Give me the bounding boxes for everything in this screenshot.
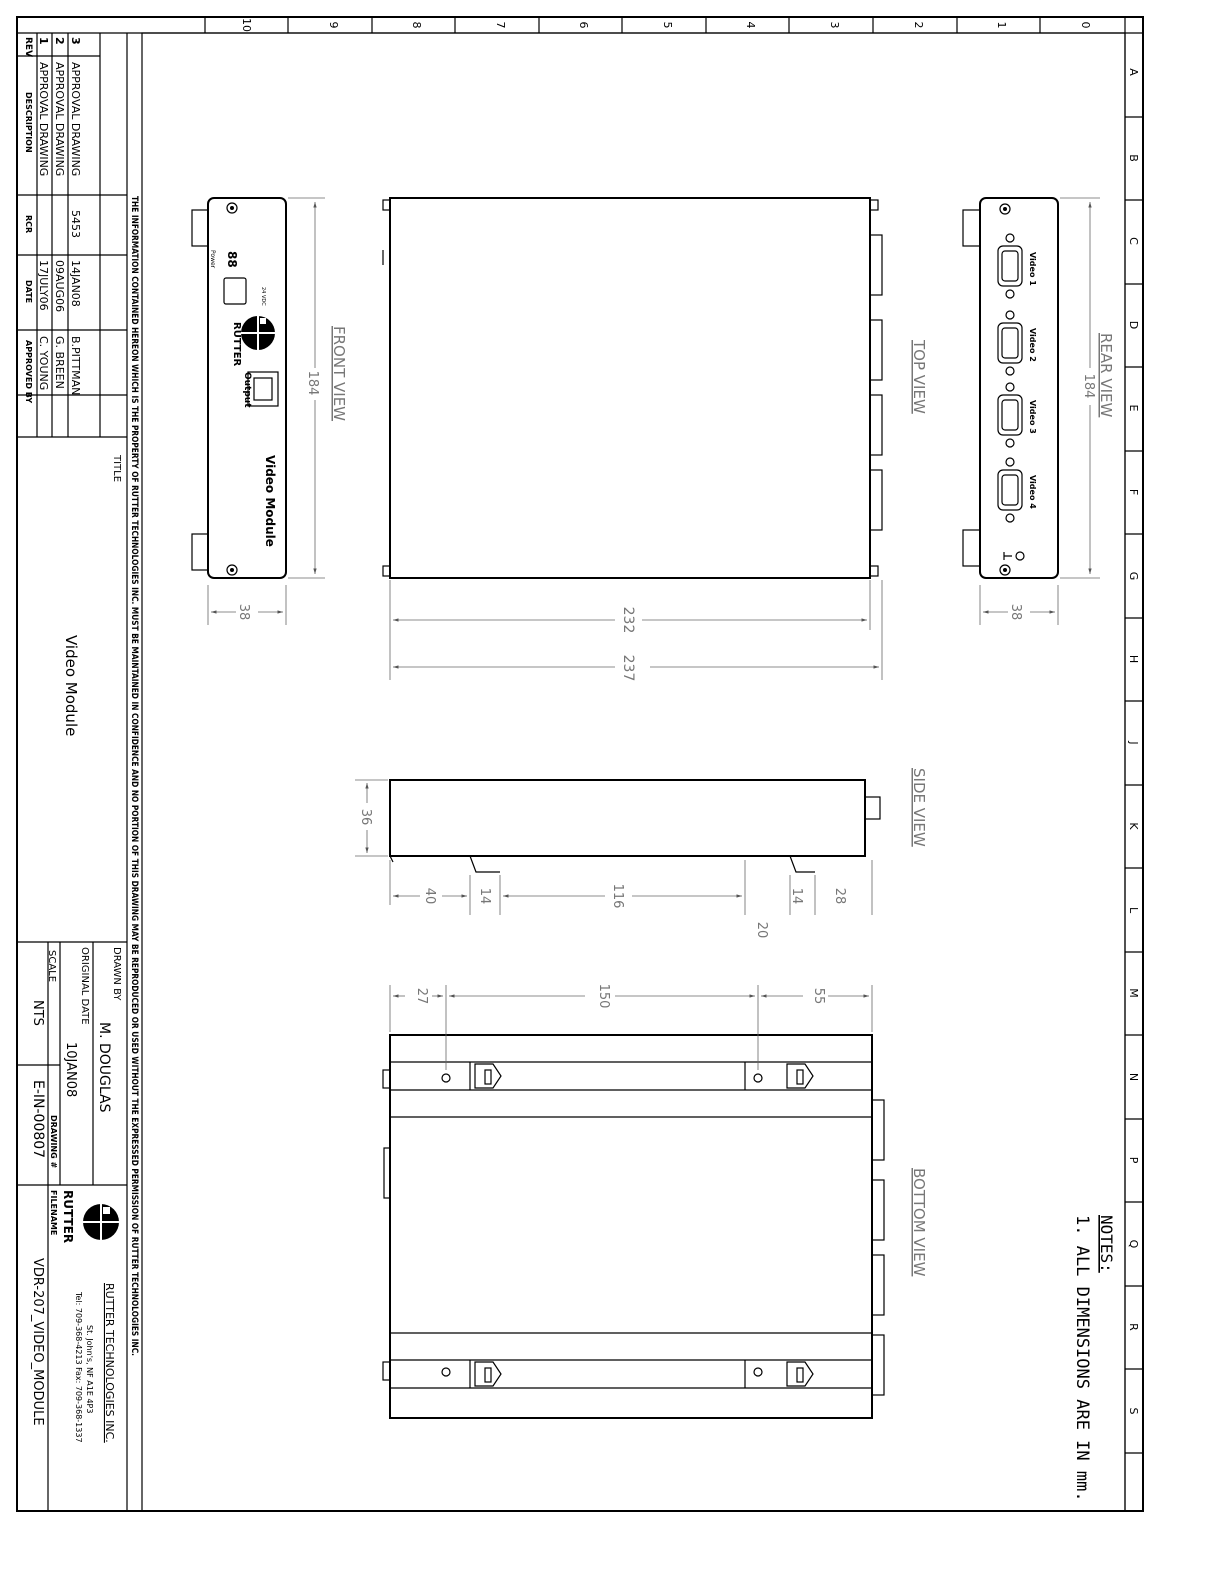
front-view-label: FRONT VIEW <box>330 326 348 422</box>
vga-port-icon <box>998 458 1022 522</box>
mount-hole-icon <box>754 1368 762 1376</box>
zone-letter: S <box>1127 1407 1140 1415</box>
dim-top-inner: 232 <box>620 606 636 634</box>
scale-value: NTS <box>30 1000 45 1026</box>
rev-approved: C. YOUNG <box>37 336 50 391</box>
rev-number: 1 <box>37 37 50 45</box>
title-brand: RUTTER <box>61 1190 75 1244</box>
zone-letter: J <box>1127 741 1140 745</box>
zone-number: 4 <box>744 21 757 29</box>
side-view-label: SIDE VIEW <box>910 768 928 847</box>
zone-letter: E <box>1127 404 1140 412</box>
dim-side-segment: 14 <box>789 887 804 905</box>
outer-border <box>17 17 1143 1529</box>
original-date-value: 10JAN08 <box>63 1042 78 1098</box>
port-label: Video 4 <box>1028 475 1037 509</box>
dim-bottom-segment: 55 <box>811 987 826 1005</box>
zone-number: 2 <box>912 21 925 29</box>
zone-letter: R <box>1127 1323 1140 1331</box>
rev-number: 3 <box>69 37 82 45</box>
bottom-view-label: BOTTOM VIEW <box>910 1168 928 1277</box>
front-view <box>192 198 348 625</box>
zone-letter: P <box>1127 1156 1140 1164</box>
original-date-label: ORIGINAL DATE <box>79 947 90 1025</box>
notes <box>1072 1215 1116 1502</box>
rev-description: APPROVAL DRAWING <box>53 62 66 177</box>
mount-hole-icon <box>442 1368 450 1376</box>
bottom-view <box>383 984 928 1418</box>
date-header: DATE <box>24 280 33 304</box>
zone-letter: K <box>1127 822 1140 830</box>
title-label: TITLE <box>111 455 122 483</box>
zone-number: 3 <box>828 21 841 29</box>
zone-number: 0 <box>1079 21 1092 29</box>
zone-number: 6 <box>577 21 590 29</box>
rear-view <box>963 198 1115 625</box>
power-label: Power <box>209 250 216 269</box>
company-phone: Tel: 709-368-4213 Fax: 709-368-1337 <box>74 1292 83 1443</box>
zone-letter: D <box>1127 320 1140 330</box>
rev-approved: B.PITTMAN <box>69 336 82 396</box>
zone-letter: F <box>1127 488 1140 496</box>
port-label: Video 3 <box>1028 400 1037 434</box>
zone-letter: M <box>1127 988 1140 998</box>
rear-view-label: REAR VIEW <box>1097 333 1115 418</box>
rutter-logo-icon <box>83 1204 119 1240</box>
drawn-by-value: M. DOUGLAS <box>96 1022 112 1113</box>
module-name-label: Video Module <box>263 455 277 547</box>
approved-header: APPROVED BY <box>24 340 33 404</box>
top-view <box>383 198 928 681</box>
rev-date: 17JULY06 <box>37 260 50 311</box>
zone-number: 9 <box>327 21 340 29</box>
company-address: St. John's, NF A1E 4P3 <box>85 1325 94 1414</box>
dim-rear-height: 38 <box>1008 603 1023 621</box>
vga-port-icon <box>998 311 1022 375</box>
rev-date: 09AUG06 <box>53 260 66 313</box>
notes-item-1: 1. ALL DIMENSIONS ARE IN mm. <box>1072 1215 1092 1502</box>
dim-front-length: 184 <box>305 370 320 396</box>
title-block <box>17 33 139 1529</box>
zone-number: 10 <box>240 18 253 32</box>
revision-table <box>17 33 127 437</box>
top-panel <box>390 198 870 578</box>
dim-top-outer: 237 <box>620 654 636 682</box>
drawing-title: Video Module <box>62 635 80 737</box>
vga-port-icon <box>998 383 1022 447</box>
output-label: Output <box>242 372 252 408</box>
zone-letter: C <box>1127 237 1140 245</box>
dim-rear-length: 184 <box>1081 373 1096 399</box>
filename-label: FILENAME <box>49 1190 58 1236</box>
scale-label: SCALE <box>46 950 57 983</box>
dim-bottom-segment: 150 <box>596 983 611 1009</box>
filename-value: VDR-207_VIDEO_MODULE <box>30 1258 45 1426</box>
top-view-label: TOP VIEW <box>910 340 928 414</box>
vga-port-icon <box>998 234 1022 298</box>
zone-letters-right <box>1125 68 1143 1453</box>
rev-rcr: 5453 <box>69 210 82 238</box>
confidentiality-notice: THE INFORMATION CONTAINED HEREON WHICH IS THE PROPERTY OF RUTTER TECHNOLOGIES INC. MUST BE MAINTAINED IN CONFIDENCE AND NO PORTION OF THIS DRAWING MAY BE REPRODUCED OR USED WITHOUT THE EXPRESSED PERMISSION OF RUTTER TECHNOLOGIES INC. <box>129 196 139 1529</box>
power-jack-icon <box>224 278 246 304</box>
rev-number: 2 <box>53 37 66 45</box>
zone-letter: H <box>1127 654 1140 664</box>
port-label: Video 2 <box>1028 328 1037 362</box>
front-brand-label: RUTTER <box>231 322 242 367</box>
notes-heading: NOTES: <box>1097 1215 1116 1273</box>
zone-letter: L <box>1127 906 1140 914</box>
zone-numbers-top <box>205 17 1092 33</box>
description-header: DESCRIPTION <box>24 92 33 153</box>
zone-letter: A <box>1127 68 1140 76</box>
zone-letter: Q <box>1127 1239 1140 1249</box>
dim-side-segment: 116 <box>610 883 625 909</box>
zone-number: 7 <box>494 21 507 29</box>
rev-header: REV <box>23 37 33 58</box>
led-icon: 88 <box>225 251 239 268</box>
ground-icon <box>1016 552 1024 560</box>
volts-label: 24 VDC <box>260 287 266 306</box>
dim-bottom-segment: 27 <box>414 987 429 1005</box>
mount-hole-icon <box>442 1074 450 1082</box>
zone-number: 1 <box>995 21 1008 29</box>
side-panel <box>390 780 865 856</box>
rutter-logo-icon <box>241 316 275 350</box>
rev-description: APPROVAL DRAWING <box>69 62 82 177</box>
drawing-number-value: E-IN-00807 <box>30 1080 46 1159</box>
zone-number: 5 <box>661 21 674 29</box>
port-label: Video 1 <box>1028 252 1037 286</box>
dim-side-height: 36 <box>358 808 373 826</box>
mount-hole-icon <box>754 1074 762 1082</box>
zone-number: 8 <box>410 21 423 29</box>
zone-letter: N <box>1127 1072 1140 1082</box>
zone-letter: B <box>1127 154 1140 162</box>
rev-date: 14JAN08 <box>69 260 82 307</box>
inner-border <box>142 33 1125 1511</box>
zone-letter: G <box>1127 571 1140 581</box>
drawn-by-label: DRAWN BY <box>111 947 122 1001</box>
rcr-header: RCR <box>24 215 33 234</box>
rear-panel <box>980 198 1058 578</box>
company-name: RUTTER TECHNOLOGIES INC. <box>103 1283 116 1443</box>
drawing-number-label: DRAWING # <box>49 1115 58 1169</box>
dim-side-segment: 40 <box>422 887 437 905</box>
dim-side-below: 20 <box>754 921 769 939</box>
side-view <box>355 768 928 938</box>
rev-description: APPROVAL DRAWING <box>37 62 50 177</box>
dim-side-segment: 28 <box>832 887 847 905</box>
rev-approved: G. BREEN <box>53 336 66 389</box>
dim-side-segment: 14 <box>477 887 492 905</box>
dim-front-height: 38 <box>236 603 251 621</box>
